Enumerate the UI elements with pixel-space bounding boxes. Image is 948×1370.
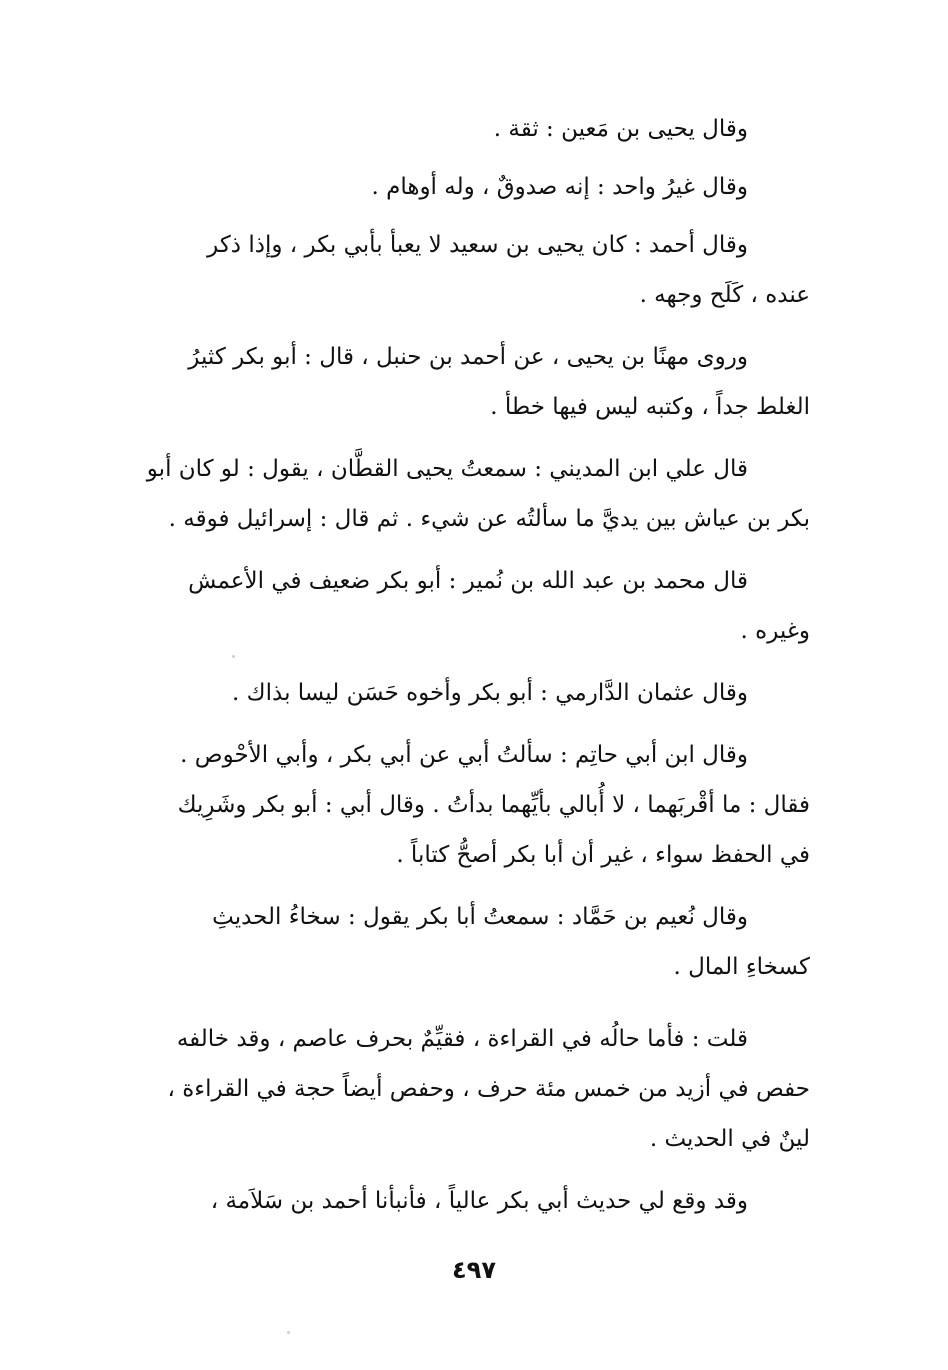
text-line: قال محمد بن عبد الله بن نُمير : أبو بكر ضعيف في الأعمش (188, 568, 748, 594)
paragraph (140, 332, 810, 432)
page-body (140, 104, 810, 1226)
text-line: بكر بن عياش بين يديَّ ما سألتُه عن شيء . ثم قال : إسرائيل فوقه . (168, 506, 810, 532)
scan-speck (287, 1331, 290, 1334)
text-line: لينٌ في الحديث . (649, 1126, 810, 1152)
page-number: ٤٩٧ (452, 1256, 496, 1284)
paragraph (140, 668, 810, 718)
text-line: الغلط جداً ، وكتبه ليس فيها خطأ . (490, 394, 810, 420)
text-line: عنده ، كَلَح وجهه . (639, 282, 810, 308)
paragraph (140, 1014, 810, 1164)
paragraph (140, 1176, 810, 1226)
paragraph (140, 104, 810, 154)
text-line: حفص في أزيد من خمس مئة حرف ، وحفص أيضاً حجة في القراءة ، (167, 1076, 810, 1102)
text-line: وقال عثمان الدَّارمي : أبو بكر وأخوه حَسَن ليسا بذاك . (232, 680, 748, 706)
text-line: وغيره . (740, 618, 810, 644)
text-line: في الحفظ سواء ، غير أن أبا بكر أصحُّ كتاباً . (396, 842, 810, 868)
text-line: فقال : ما أقْربَهما ، لا أُبالي بأيِّهما بدأتُ . وقال أبي : أبو بكر وشَرِيك (177, 792, 810, 818)
paragraph (140, 162, 810, 212)
text-line: قلت : فأما حالُه في القراءة ، فقيِّمٌ بحرف عاصم ، وقد خالفه (176, 1026, 748, 1052)
text-line: وقال يحيى بن مَعين : ثقة . (493, 116, 748, 142)
text-line: وقال نُعيم بن حَمَّاد : سمعتُ أبا بكر يقول : سخاءُ الحديثِ (212, 904, 748, 930)
scan-speck (232, 655, 235, 658)
paragraph (140, 556, 810, 656)
text-line: وقال أحمد : كان يحيى بن سعيد لا يعبأ بأبي بكر ، وإذا ذكر (207, 232, 748, 258)
paragraph (140, 220, 810, 320)
text-line: وقال ابن أبي حاتِم : سألتُ أبي عن أبي بكر ، وأبي الأحْوص . (180, 742, 748, 768)
text-line: وقال غيرُ واحد : إنه صدوقٌ ، وله أوهام . (371, 174, 748, 200)
text-line: قال علي ابن المديني : سمعتُ يحيى القطَّان ، يقول : لو كان أبو (146, 456, 748, 482)
paragraph (140, 730, 810, 880)
text-line: وقد وقع لي حديث أبي بكر عالياً ، فأنبأنا أحمد بن سَلاَمة ، (210, 1188, 748, 1214)
paragraph (140, 892, 810, 992)
text-line: كسخاءِ المال . (673, 954, 810, 980)
paragraph (140, 444, 810, 544)
text-line: وروى مهنًا بن يحيى ، عن أحمد بن حنبل ، قال : أبو بكر كثيرُ (188, 344, 748, 370)
